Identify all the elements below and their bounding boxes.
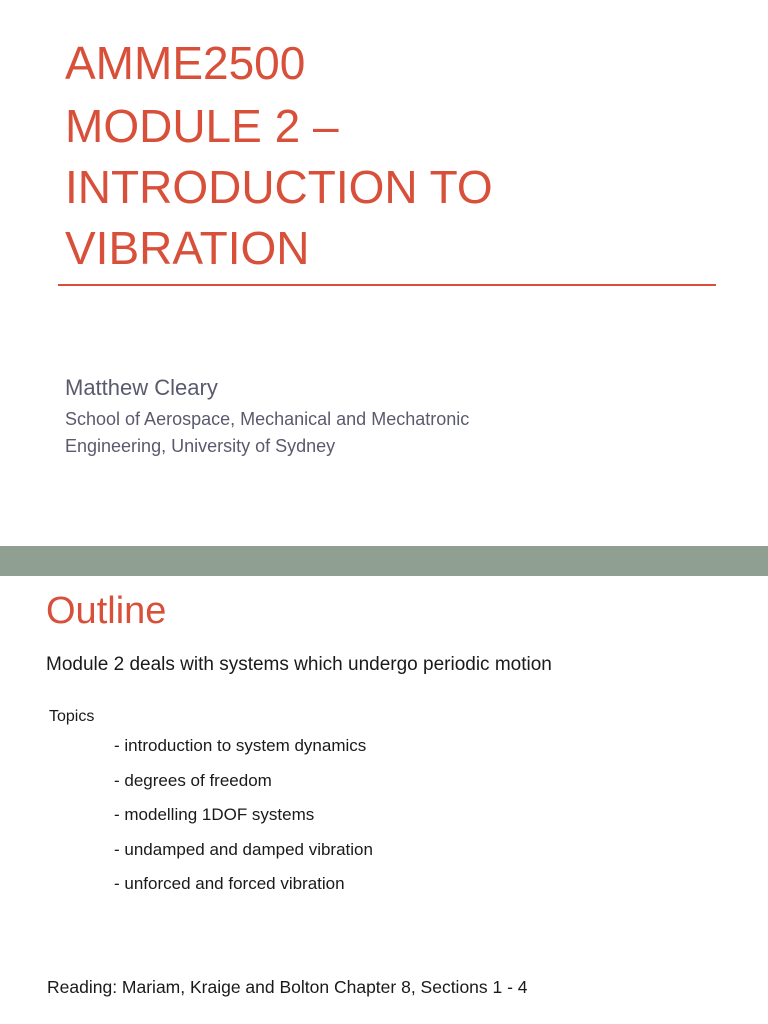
- topic-item: - undamped and damped vibration: [114, 839, 373, 859]
- title-line-4: VIBRATION: [65, 222, 310, 274]
- title-line-1: AMME2500: [65, 37, 306, 89]
- title-line-2: MODULE 2 –: [65, 100, 339, 152]
- topic-item: - unforced and forced vibration: [114, 874, 345, 893]
- topic-item: - modelling 1DOF systems: [114, 805, 315, 824]
- outline-title: Outline: [46, 590, 167, 632]
- topics-label: Topics: [49, 708, 95, 725]
- affiliation-line-2: Engineering, University of Sydney: [65, 436, 336, 456]
- intro-text: Module 2 deals with systems which undergo periodic motion: [46, 654, 552, 675]
- title-line-3: INTRODUCTION TO: [65, 161, 493, 213]
- outline-slide: [0, 576, 768, 1024]
- topic-item: - degrees of freedom: [114, 770, 272, 790]
- topic-list: [114, 736, 373, 909]
- slide-separator: [0, 546, 768, 576]
- reading-note: Reading: Mariam, Kraige and Bolton Chapter 8, Sections 1 - 4: [47, 977, 528, 997]
- title-divider: [58, 284, 716, 286]
- topic-item: - introduction to system dynamics: [114, 736, 367, 755]
- author-name: Matthew Cleary: [65, 375, 218, 400]
- affiliation-line-1: School of Aerospace, Mechanical and Mechatronic: [65, 409, 470, 429]
